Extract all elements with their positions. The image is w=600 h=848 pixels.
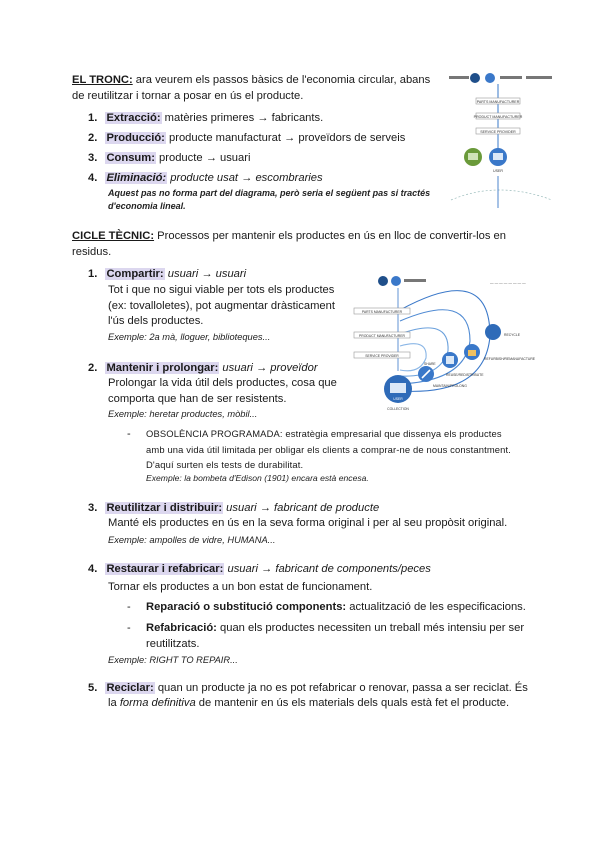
technical-cycle-diagram (340, 266, 536, 416)
extraction-icon (378, 276, 388, 286)
tronc-heading: EL TRONC: (72, 74, 133, 86)
list-item: 4. Eliminació: producte usat → escombraries (88, 172, 323, 184)
diagram-label: PARTS MANUFACTURER (361, 310, 403, 314)
bullet-dash: - (127, 601, 131, 613)
cicle-heading: CICLE TÈCNIC: (72, 230, 155, 242)
bullet-dash: - (127, 622, 131, 634)
list-item: 2. Producció: producte manufacturat → proveïdors de serveis (88, 132, 406, 144)
diagram-top-label: PARTS MANUFACTURER (476, 100, 520, 104)
list-item: 3. Consum: producte → usuari (88, 152, 251, 164)
materials-icon (391, 276, 401, 286)
diagram-label: MAINTAIN/PROLONG (433, 384, 467, 388)
sub-bullet: Refabricació: quan els productes necessiten un treball més intensiu per ser reutilitzats. (146, 622, 525, 650)
diagram-label: SERVICE PROVIDER (365, 354, 399, 358)
example-text: Exemple: RIGHT TO REPAIR... (108, 655, 238, 665)
diagram-label: REUSE/REDISTRIBUTE (446, 373, 484, 377)
item-text: Prolongar la vida útil dels productes, cosa que comporta que han de ser resistents. (108, 377, 337, 405)
list-item: 2. Mantenir i prolongar: usuari → proveïdor (88, 362, 318, 374)
diagram-label: REFURBISH/REMANUFACTURE (484, 357, 536, 361)
diagram-label: PRODUCT MANUFACTURER (359, 334, 405, 338)
list-item: 4. Restaurar i refabricar: usuari → fabricant de components/peces (88, 563, 431, 575)
diagram-label: USER (393, 397, 403, 401)
obsolescence-text: OBSOLÈNCIA PROGRAMADA: estratègia empresarial que dissenya els productes amb una vida útil limitada per obligar els clients a comprar-ne de nous constantment. D'aquí surten els tests de durabilitat. (146, 428, 512, 470)
item-text: Tornar els productes a un bon estat de funcionament. (108, 581, 373, 593)
diagram-top-label: USER (493, 169, 503, 173)
list-item: 1. Extracció: matèries primeres → fabricants. (88, 112, 324, 124)
diagram-label: SHARE (424, 362, 436, 366)
diagram-top-label: PRODUCT MANUFACTURER (473, 115, 523, 119)
materials-icon (485, 73, 495, 83)
diagram-label: RECYCLE (504, 333, 521, 337)
example-text: Exemple: ampolles de vidre, HUMANA... (108, 535, 276, 545)
extraction-icon (470, 73, 480, 83)
cicle-intro: CICLE TÈCNIC: Processos per mantenir els productes en ús en lloc de convertir-los en residus. (72, 230, 507, 258)
recycle-icon (485, 324, 501, 340)
tronc-note: Aquest pas no forma part del diagrama, però seria el següent pas si tractés d'economia lineal. (108, 188, 431, 211)
svg-text:— — — — — — — —: — — — — — — — — (490, 281, 526, 285)
sub-bullet: Reparació o substitució components: actualització de les especificacions. (146, 601, 526, 613)
tronc-intro: EL TRONC: ara veurem els passos bàsics de l'economia circular, abans de reutilitzar i tornar a posar en ús el producte. (72, 74, 431, 102)
list-item: 3. Reutilitzar i distribuir: usuari → fabricant de producte (88, 502, 380, 514)
item-text: Tot i que no sigui viable per tots els productes (ex: tovalloletes), pot augmentar dràsticament l'ús dels productes. (108, 284, 335, 327)
item-text: Manté els productes en ús en la seva forma original i per al seu propòsit original. (108, 517, 508, 529)
diagram-top-label: SERVICE PROVIDER (480, 130, 516, 134)
bullet-dash: - (127, 428, 131, 440)
linear-economy-diagram (446, 68, 558, 208)
diagram-label: COLLECTION (387, 407, 409, 411)
item-text: la forma definitiva de mantenir en ús els materials dels quals està fet el producte. (108, 697, 510, 709)
list-item: 5. Reciclar: quan un producte ja no es pot refabricar o renovar, passa a ser reciclat. És (88, 682, 528, 694)
example-text: Exemple: 2a mà, lloguer, biblioteques... (108, 332, 271, 342)
list-item: 1. Compartir: usuari → usuari (88, 268, 247, 280)
example-text: Exemple: la bombeta d'Edison (1901) encara està encesa. (146, 473, 369, 483)
example-text: Exemple: heretar productes, mòbil... (108, 409, 258, 419)
